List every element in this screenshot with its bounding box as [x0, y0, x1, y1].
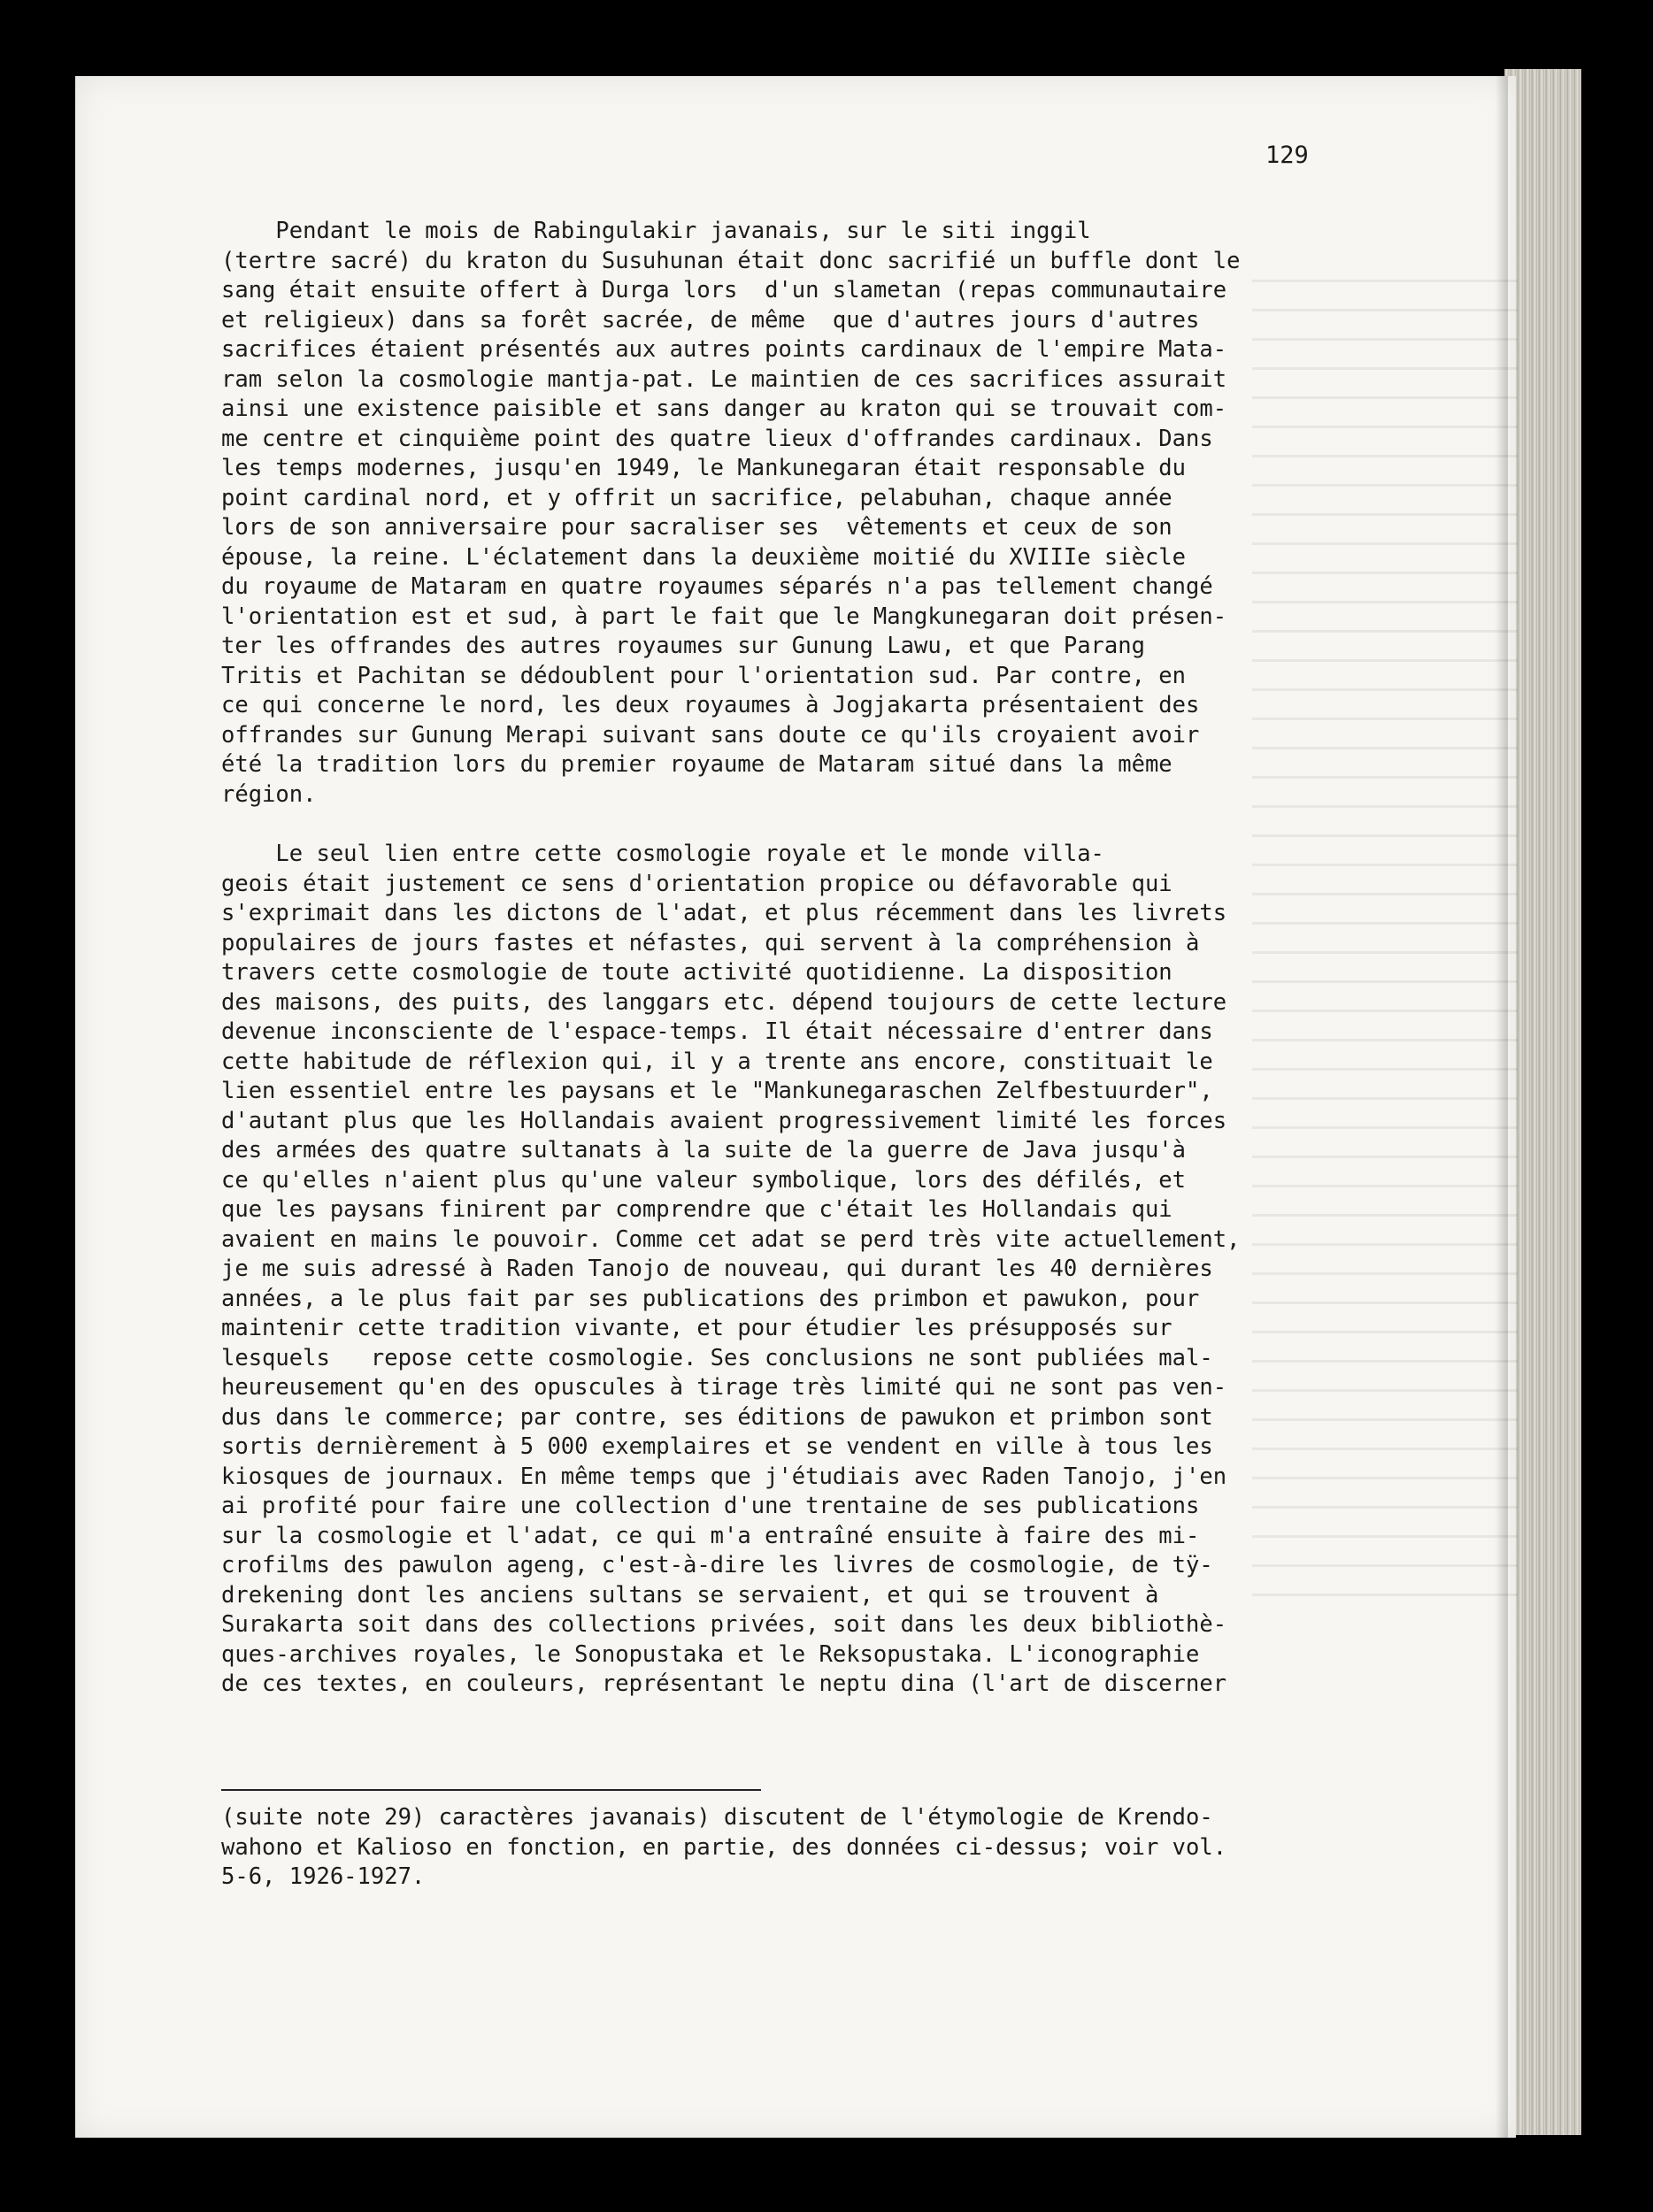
body-line: de ces textes, en couleurs, représentant le neptu dina (l'art de discerner: [221, 1671, 1227, 1697]
body-line: me centre et cinquième point des quatre lieux d'offrandes cardinaux. Dans: [221, 425, 1213, 452]
body-line: Tritis et Pachitan se dédoublent pour l'orientation sud. Par contre, en: [221, 662, 1187, 689]
body-line: je me suis adressé à Raden Tanojo de nouveau, qui durant les 40 dernières: [221, 1256, 1213, 1282]
body-text: [221, 217, 1345, 1700]
body-line: ai profité pour faire une collection d'une trentaine de ses publications: [221, 1493, 1200, 1519]
body-line: ce qu'elles n'aient plus qu'une valeur symbolique, lors des défilés, et: [221, 1166, 1187, 1194]
footnote-line: (suite note 29) caractères javanais) discutent de l'étymologie de Krendo-: [221, 1804, 1213, 1831]
body-line: Pendant le mois de Rabingulakir javanais, sur le siti inggil: [221, 218, 1091, 244]
paragraph-gap: [221, 810, 1345, 840]
body-line: avaient en mains le pouvoir. Comme cet adat se perd très vite actuellement,: [221, 1225, 1241, 1253]
body-line: sortis dernièrement à 5 000 exemplaires et se vendent en ville à tous les: [221, 1433, 1213, 1460]
body-line: que les paysans finirent par comprendre que c'était les Hollandais qui: [221, 1196, 1172, 1223]
body-line: populaires de jours fastes et néfastes, qui servent à la compréhension à: [221, 929, 1200, 956]
body-line: s'exprimait dans les dictons de l'adat, et plus récemment dans les livrets: [221, 900, 1227, 926]
body-line: les temps modernes, jusqu'en 1949, le Mankunegaran était responsable du: [221, 455, 1187, 481]
body-line: d'autant plus que les Hollandais avaient progressivement limité les forces: [221, 1107, 1227, 1134]
footnotes: [221, 1803, 1345, 1893]
body-line: des maisons, des puits, des langgars etc. dépend toujours de cette lecture: [221, 988, 1227, 1016]
body-line: l'orientation est et sud, à part le fait que le Mangkunegaran doit présen-: [221, 603, 1227, 630]
body-line: heureusement qu'en des opuscules à tirage très limité qui ne sont pas ven-: [221, 1374, 1227, 1401]
body-line: drekening dont les anciens sultans se servaient, et qui se trouvent à: [221, 1581, 1159, 1609]
body-line: sacrifices étaient présentés aux autres points cardinaux de l'empire Mata-: [221, 336, 1227, 363]
body-line: (tertre sacré) du kraton du Susuhunan était donc sacrifié un buffle dont le: [221, 247, 1241, 274]
body-line: des armées des quatre sultanats à la suite de la guerre de Java jusqu'à: [221, 1137, 1187, 1164]
body-line: Le seul lien entre cette cosmologie royale et le monde villa-: [221, 841, 1104, 867]
body-line: point cardinal nord, et y offrit un sacrifice, pelabuhan, chaque année: [221, 484, 1172, 511]
body-line: travers cette cosmologie de toute activité quotidienne. La disposition: [221, 959, 1172, 986]
body-line: été la tradition lors du premier royaume de Mataram situé dans la même: [221, 751, 1172, 778]
body-line: lors de son anniversaire pour sacraliser ses vêtements et ceux de son: [221, 514, 1172, 541]
footnote-line: 5-6, 1926-1927.: [221, 1863, 426, 1890]
page-edge-shadow: [1495, 76, 1508, 2138]
body-line: du royaume de Mataram en quatre royaumes séparés n'a pas tellement changé: [221, 573, 1213, 600]
body-line: cette habitude de réflexion qui, il y a trente ans encore, constituait le: [221, 1048, 1213, 1075]
body-line: kiosques de journaux. En même temps que j'étudiais avec Raden Tanojo, j'en: [221, 1463, 1227, 1490]
body-line: ter les offrandes des autres royaumes sur Gunung Lawu, et que Parang: [221, 633, 1145, 659]
body-line: geois était justement ce sens d'orientation propice ou défavorable qui: [221, 870, 1172, 897]
body-line: devenue inconsciente de l'espace-temps. Il était nécessaire d'entrer dans: [221, 1018, 1213, 1045]
body-line: crofilms des pawulon ageng, c'est-à-dire les livres de cosmologie, de tÿ-: [221, 1552, 1213, 1578]
body-line: années, a le plus fait par ses publications des primbon et pawukon, pour: [221, 1285, 1200, 1312]
body-line: dus dans le commerce; par contre, ses éditions de pawukon et primbon sont: [221, 1403, 1213, 1431]
body-line: lesquels repose cette cosmologie. Ses conclusions ne sont publiées mal-: [221, 1344, 1213, 1371]
body-line: région.: [221, 780, 317, 808]
body-line: maintenir cette tradition vivante, et pour étudier les présupposés sur: [221, 1315, 1172, 1341]
footnote-line: wahono et Kalioso en fonction, en partie, des données ci-dessus; voir vol.: [221, 1833, 1227, 1861]
footnote-separator: [221, 1789, 761, 1791]
body-line: et religieux) dans sa forêt sacrée, de même que d'autres jours d'autres: [221, 306, 1200, 334]
body-line: ram selon la cosmologie mantja-pat. Le maintien de ces sacrifices assurait: [221, 365, 1227, 393]
body-line: ques-archives royales, le Sonopustaka et le Reksopustaka. L'iconographie: [221, 1640, 1200, 1668]
page-number: 129: [1265, 142, 1309, 169]
body-line: Surakarta soit dans des collections privées, soit dans les deux bibliothè-: [221, 1611, 1227, 1638]
body-line: lien essentiel entre les paysans et le "Mankunegaraschen Zelfbestuurder",: [221, 1078, 1213, 1104]
body-line: sur la cosmologie et l'adat, ce qui m'a entraîné ensuite à faire des mi-: [221, 1522, 1200, 1549]
body-line: épouse, la reine. L'éclatement dans la deuxième moitié du XVIIIe siècle: [221, 543, 1187, 571]
body-line: offrandes sur Gunung Merapi suivant sans doute ce qu'ils croyaient avoir: [221, 721, 1200, 749]
body-line: sang était ensuite offert à Durga lors d'un slametan (repas communautaire: [221, 277, 1227, 303]
body-line: ce qui concerne le nord, les deux royaumes à Jogjakarta présentaient des: [221, 692, 1200, 718]
body-line: ainsi une existence paisible et sans danger au kraton qui se trouvait com-: [221, 396, 1227, 422]
